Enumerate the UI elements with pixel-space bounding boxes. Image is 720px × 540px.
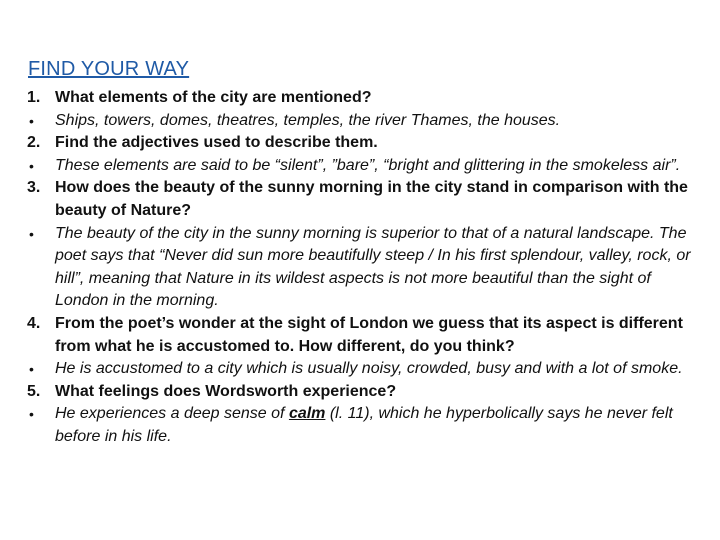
list-number: 3. [27, 179, 41, 197]
answer-text [55, 405, 673, 445]
answer-item [27, 110, 707, 133]
bullet-icon: • [29, 406, 34, 423]
list-number: 2. [27, 134, 41, 152]
list-number: 4. [27, 314, 41, 332]
list-number: 5. [27, 382, 41, 400]
question-text: What feelings does Wordsworth experience? [55, 382, 397, 400]
question-text: Find the adjectives used to describe them. [55, 134, 378, 152]
answer-text-after: (l. 11), which he hyperbolically says he never felt before in his life. [55, 405, 673, 445]
question-item [27, 87, 707, 110]
question-item [27, 132, 707, 155]
bullet-icon: • [29, 361, 34, 378]
answer-item [27, 223, 707, 313]
list-number: 1. [27, 89, 41, 106]
question-text: How does the beauty of the sunny morning in the city stand in comparison with the beauty of Nature? [55, 179, 688, 219]
answer-text-before: He experiences a deep sense of [55, 405, 289, 423]
answer-item [27, 155, 707, 178]
answer-text: These elements are said to be “silent”, ”bare”, “bright and glittering in the smokeless air”. [55, 156, 681, 174]
bullet-icon: • [29, 157, 34, 174]
question-text: What elements of the city are mentioned? [55, 89, 372, 106]
question-text: From the poet’s wonder at the sight of London we guess that its aspect is different from what he is accustomed to. How different, do you think? [55, 314, 683, 355]
question-item [27, 177, 707, 222]
question-item [27, 381, 707, 404]
emphasized-word: calm [288, 405, 326, 423]
answer-text: Ships, towers, domes, theatres, temples, the river Thames, the houses. [55, 111, 561, 129]
bullet-icon: • [29, 225, 34, 242]
question-answer-list [27, 87, 707, 449]
question-item [27, 313, 707, 358]
slide-title: FIND YOUR WAY [28, 58, 190, 80]
answer-item [27, 403, 707, 448]
answer-text: The beauty of the city in the sunny morning is superior to that of a natural landscape. The poet says that “Never did sun more beautifully steep / In his first splendour, valley, rock, or hill”, meaning that Nature in its wildest aspects is not more beautiful than the sight of London in the morning. [55, 224, 691, 310]
answer-item [27, 358, 707, 381]
bullet-icon: • [29, 112, 34, 129]
answer-text: He is accustomed to a city which is usually noisy, crowded, busy and with a lot of smoke. [55, 360, 683, 378]
